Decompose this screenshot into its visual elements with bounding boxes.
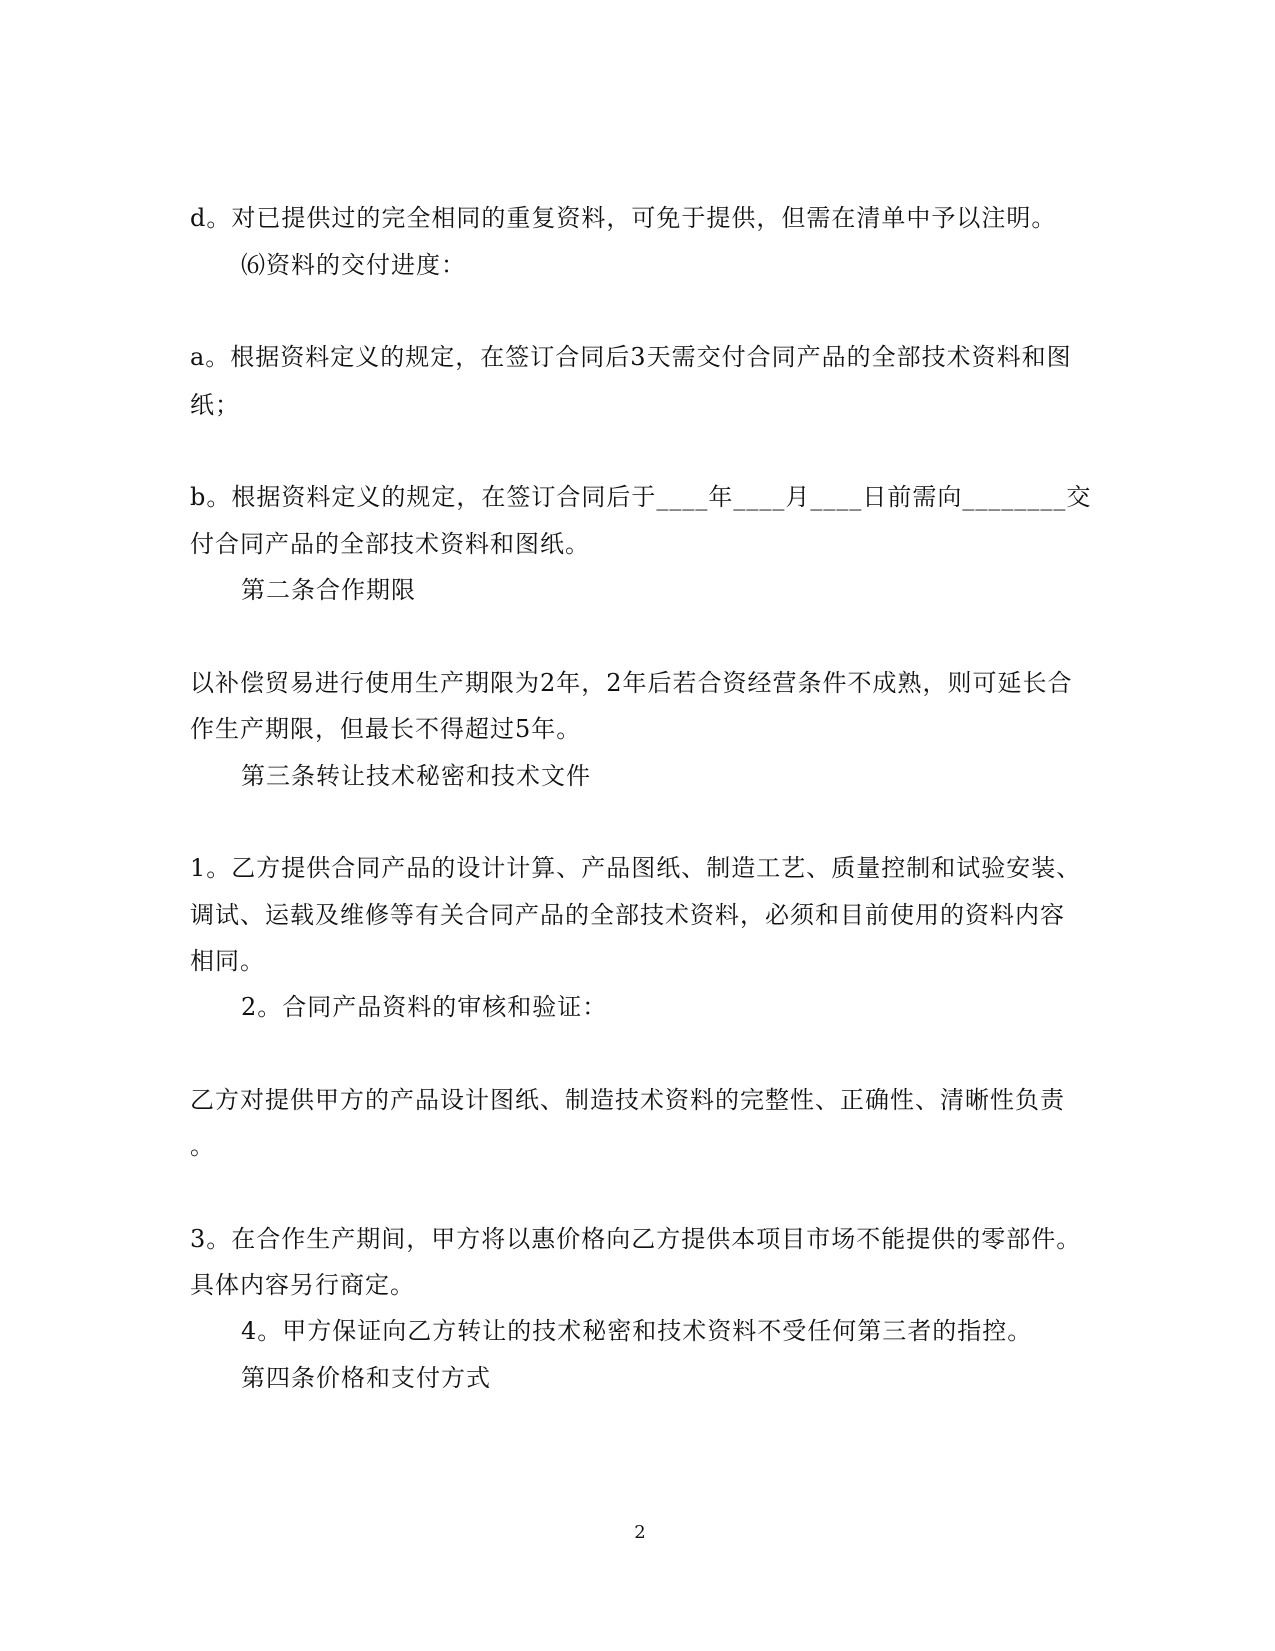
text-line: b。根据资料定义的规定，在签订合同后于____年____月____日前需向________交	[190, 483, 1092, 511]
text-line: 以补偿贸易进行使用生产期限为2年，2年后若合资经营条件不成熟，则可延长合	[190, 669, 1073, 697]
text-line: 具体内容另行商定。	[190, 1271, 415, 1299]
section-heading: 第二条合作期限	[241, 576, 416, 604]
text-line: 2。合同产品资料的审核和验证：	[241, 993, 608, 1021]
text-line: a。根据资料定义的规定，在签订合同后3天需交付合同产品的全部技术资料和图	[190, 343, 1072, 371]
text-line: 相同。	[190, 947, 265, 975]
text-line: 调试、运载及维修等有关合同产品的全部技术资料，必须和目前使用的资料内容	[190, 901, 1065, 929]
text-line: 。	[190, 1132, 215, 1160]
text-line: 乙方对提供甲方的产品设计图纸、制造技术资料的完整性、正确性、清晰性负责	[190, 1086, 1065, 1114]
text-line: 纸；	[190, 391, 240, 419]
text-line: 作生产期限，但最长不得超过5年。	[190, 715, 582, 743]
text-line: 3。在合作生产期间，甲方将以惠价格向乙方提供本项目市场不能提供的零部件。	[190, 1225, 1082, 1253]
text-line: d。对已提供过的完全相同的重复资料，可免于提供，但需在清单中予以注明。	[190, 204, 1057, 232]
page-number: 2	[634, 1522, 646, 1543]
text-line: 付合同产品的全部技术资料和图纸。	[190, 530, 590, 558]
section-heading: 第四条价格和支付方式	[241, 1364, 491, 1392]
text-line: ⑹资料的交付进度：	[241, 251, 466, 279]
text-line: 1。乙方提供合同产品的设计计算、产品图纸、制造工艺、质量控制和试验安装、	[190, 854, 1082, 882]
text-line: 4。甲方保证向乙方转让的技术秘密和技术资料不受任何第三者的指控。	[241, 1317, 1033, 1345]
section-heading: 第三条转让技术秘密和技术文件	[241, 762, 591, 790]
